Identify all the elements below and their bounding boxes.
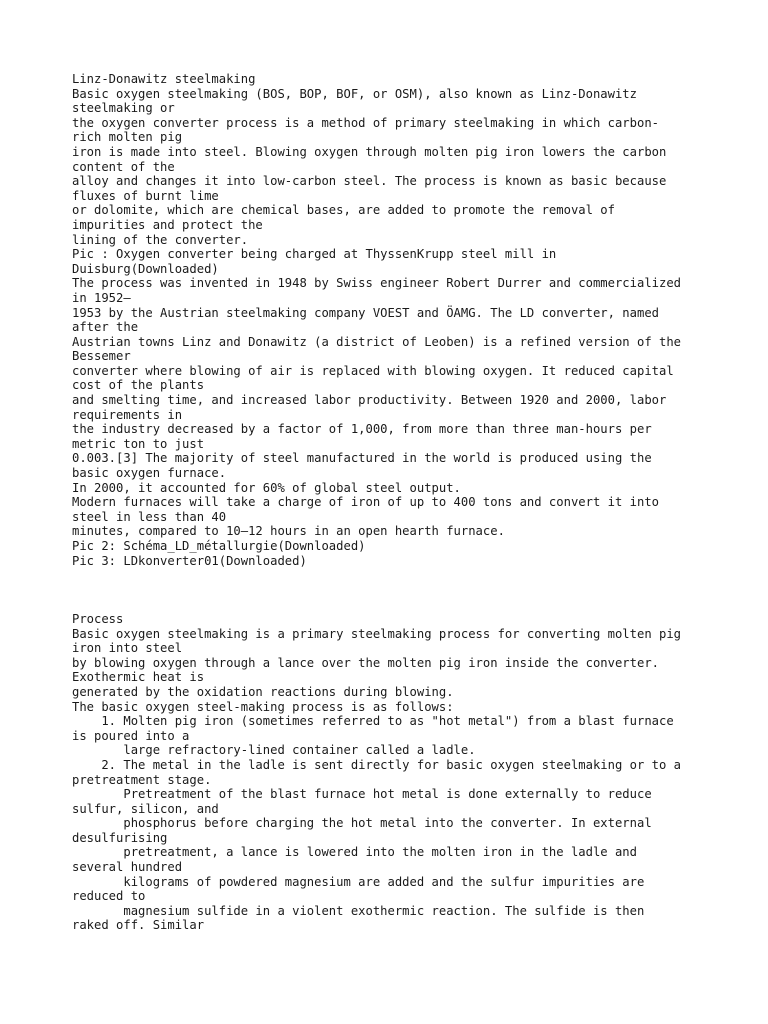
text-line: is poured into a <box>72 728 190 743</box>
text-line: iron is made into steel. Blowing oxygen through molten pig iron lowers the carbon <box>72 144 667 159</box>
text-line: Linz-Donawitz steelmaking <box>72 72 256 86</box>
text-line: after the <box>72 320 139 335</box>
text-line: raked off. Similar <box>72 918 205 933</box>
text-line: The basic oxygen steel-making process is as follows: <box>72 699 454 714</box>
text-line: Pretreatment of the blast furnace hot metal is done externally to reduce <box>72 787 652 802</box>
text-line: Austrian towns Linz and Donawitz (a district of Leoben) is a refined version of the <box>72 334 682 349</box>
text-line: pretreatment, a lance is lowered into the molten iron in the ladle and <box>72 845 637 860</box>
text-line: kilograms of powdered magnesium are added and the sulfur impurities are <box>72 874 645 889</box>
text-line: fluxes of burnt lime <box>72 188 219 203</box>
text-line: Basic oxygen steelmaking is a primary steelmaking process for converting molten pig <box>72 626 682 641</box>
text-line: alloy and changes it into low-carbon steel. The process is known as basic because <box>72 174 667 189</box>
text-line: 0.003.[3] The majority of steel manufactured in the world is produced using the <box>72 451 652 466</box>
text-line: or dolomite, which are chemical bases, are added to promote the removal of <box>72 203 615 218</box>
text-line: and smelting time, and increased labor productivity. Between 1920 and 2000, labor <box>72 393 667 408</box>
text-line: In 2000, it accounted for 60% of global steel output. <box>72 480 461 495</box>
text-line: 1953 by the Austrian steelmaking company VOEST and ÖAMG. The LD converter, named <box>72 305 659 320</box>
text-line: cost of the plants <box>72 378 205 393</box>
text-line: the oxygen converter process is a method of primary steelmaking in which carbon- <box>72 115 659 130</box>
text-line: the industry decreased by a factor of 1,000, from more than three man-hours per <box>72 422 652 437</box>
text-line: several hundred <box>72 860 183 875</box>
text-line: metric ton to just <box>72 436 205 451</box>
text-line: requirements in <box>72 407 183 422</box>
text-line: in 1952– <box>72 290 131 305</box>
text-line: content of the <box>72 159 175 174</box>
text-line <box>72 583 712 598</box>
text-line: 2. The metal in the ladle is sent directly for basic oxygen steelmaking or to a <box>72 757 682 772</box>
text-line: The process was invented in 1948 by Swiss engineer Robert Durrer and commercialized <box>72 276 682 291</box>
text-line: 1. Molten pig iron (sometimes referred to as "hot metal") from a blast furnace <box>72 714 674 729</box>
text-line: lining of the converter. <box>72 232 249 247</box>
text-line: Bessemer <box>72 349 131 364</box>
text-line: basic oxygen furnace. <box>72 466 227 481</box>
text-line: Exothermic heat is <box>72 670 205 685</box>
text-line <box>72 568 712 583</box>
text-line: Duisburg(Downloaded) <box>72 261 219 276</box>
text-line: pretreatment stage. <box>72 772 212 787</box>
text-line: steel in less than 40 <box>72 509 227 524</box>
text-line: Pic 2: Schéma_LD_métallurgie(Downloaded) <box>72 539 366 553</box>
text-line: converter where blowing of air is replaced with blowing oxygen. It reduced capital <box>72 363 674 378</box>
text-line: Basic oxygen steelmaking (BOS, BOP, BOF, or OSM), also known as Linz-Donawitz <box>72 86 637 101</box>
text-line: phosphorus before charging the hot metal into the converter. In external <box>72 816 652 831</box>
text-line: impurities and protect the <box>72 217 263 232</box>
text-line: Modern furnaces will take a charge of iron of up to 400 tons and convert it into <box>72 495 659 510</box>
text-line: steelmaking or <box>72 101 175 116</box>
text-line: generated by the oxidation reactions during blowing. <box>72 684 454 699</box>
text-line: minutes, compared to 10–12 hours in an open hearth furnace. <box>72 524 505 539</box>
text-line: iron into steel <box>72 641 183 656</box>
text-line <box>72 597 712 612</box>
text-line: magnesium sulfide in a violent exothermic reaction. The sulfide is then <box>72 903 645 918</box>
document-page <box>72 72 712 933</box>
text-line: rich molten pig <box>72 130 183 145</box>
text-line: Pic : Oxygen converter being charged at ThyssenKrupp steel mill in <box>72 247 557 262</box>
text-line: Process <box>72 611 124 626</box>
text-line: by blowing oxygen through a lance over the molten pig iron inside the converter. <box>72 655 659 670</box>
text-line: sulfur, silicon, and <box>72 801 219 816</box>
text-line: Pic 3: LDkonverter01(Downloaded) <box>72 553 307 568</box>
text-line: desulfurising <box>72 830 168 845</box>
text-line: reduced to <box>72 889 146 904</box>
text-line: large refractory-lined container called a ladle. <box>72 743 476 758</box>
